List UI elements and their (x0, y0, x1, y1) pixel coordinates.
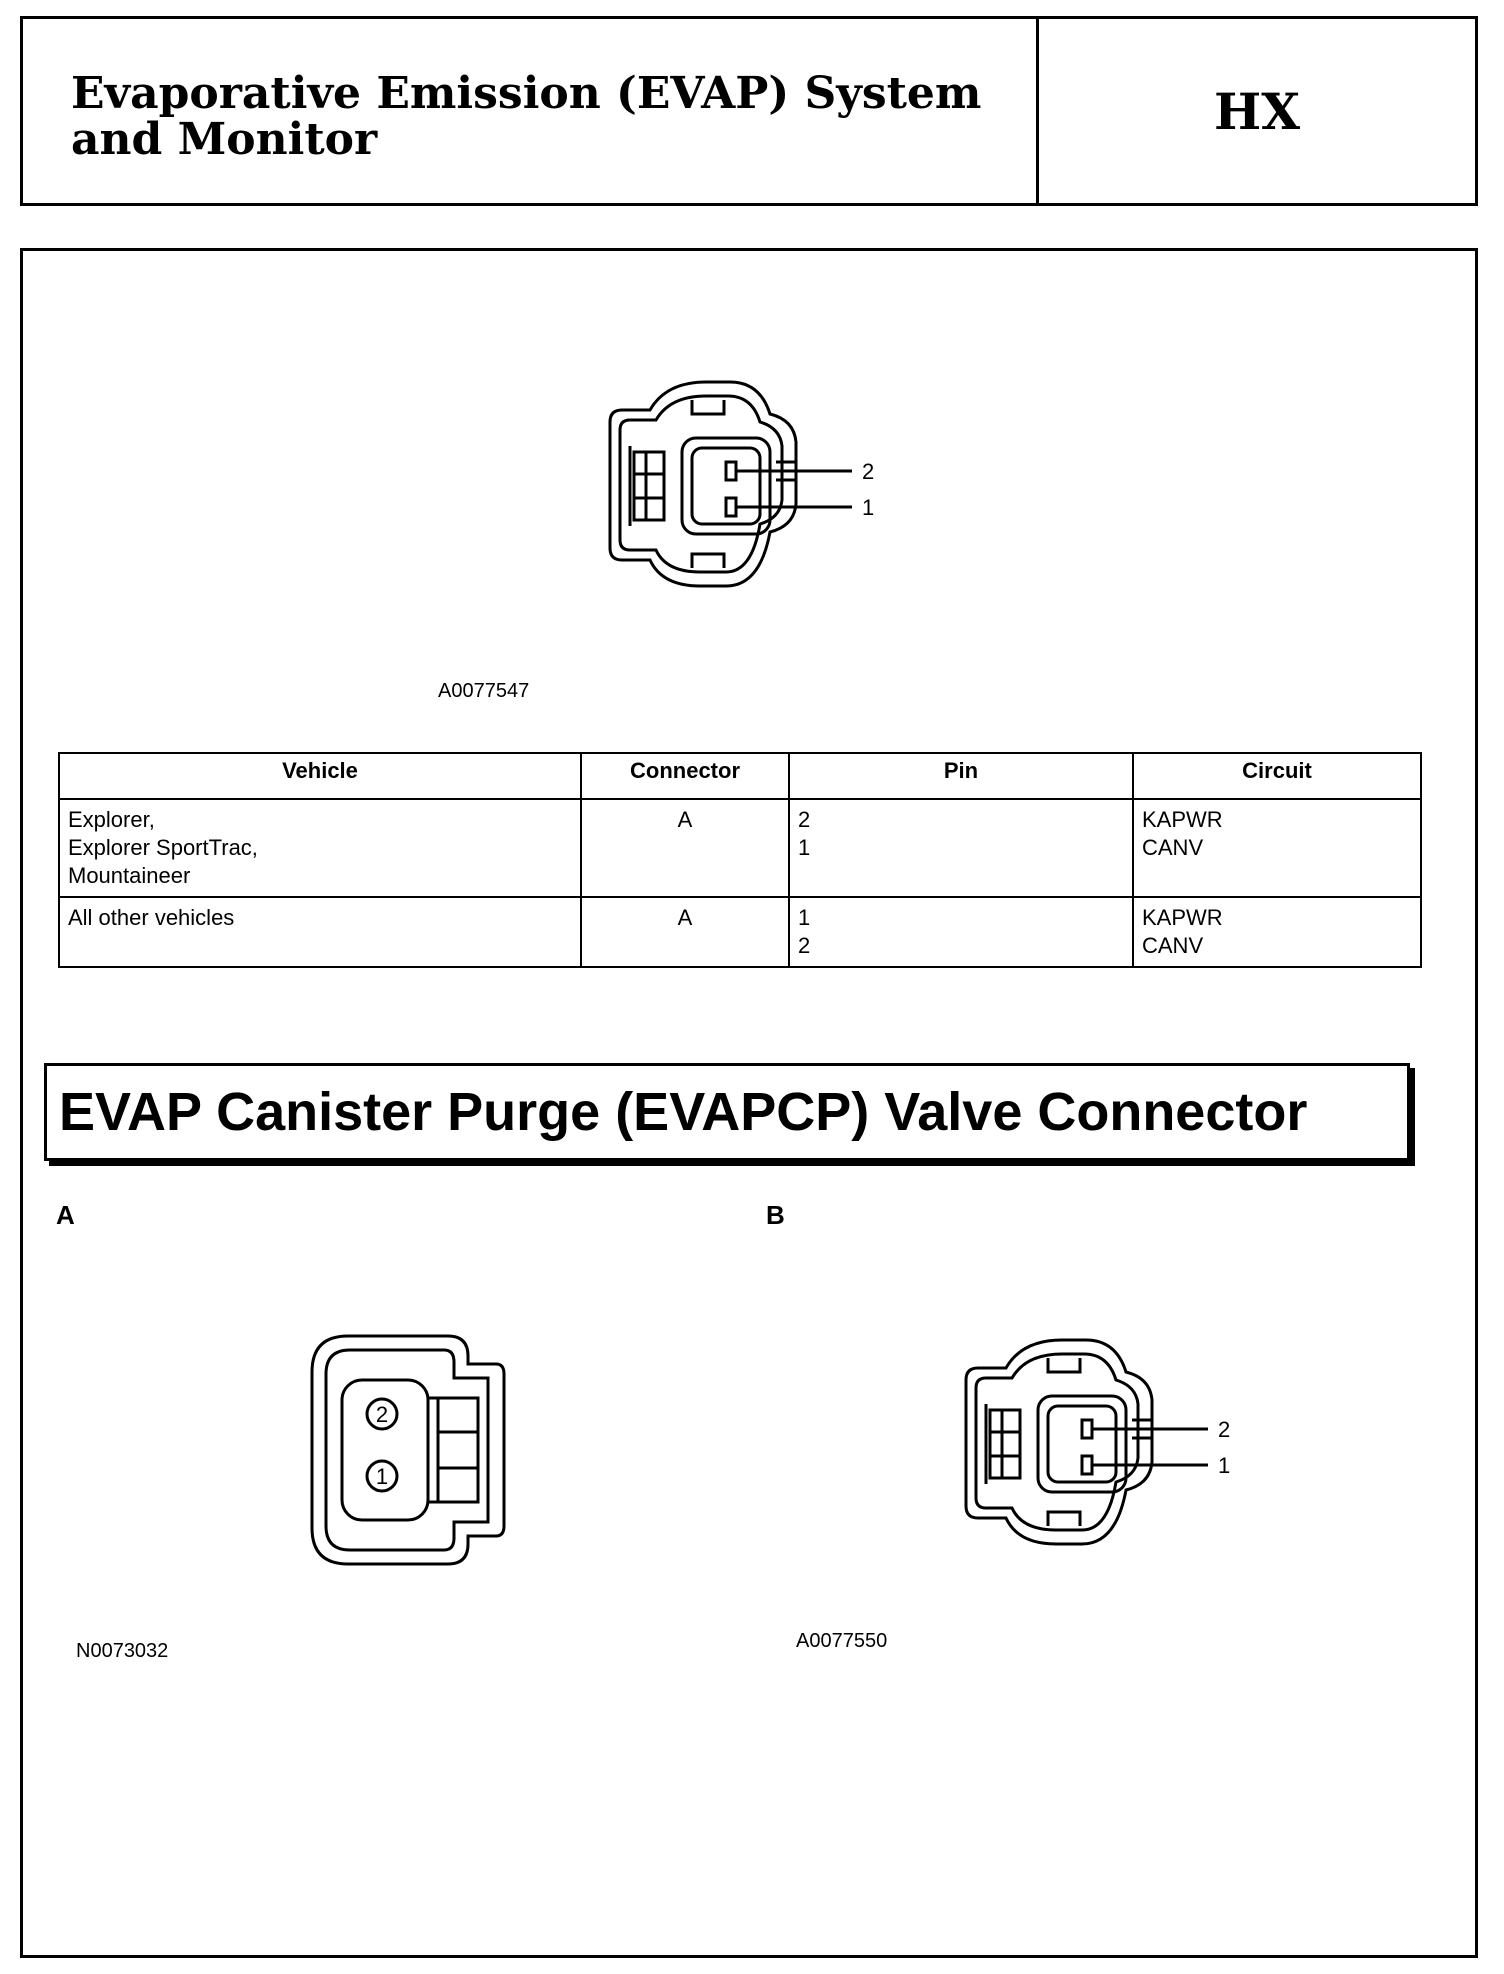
cell-pin: 2 1 (789, 799, 1133, 897)
table-row (59, 799, 1421, 897)
pin-label-2: 2 (1218, 1417, 1231, 1442)
view-b-connector-diagram (956, 1334, 1256, 1554)
header-vehicle: Vehicle (59, 753, 581, 799)
pinout-table (58, 752, 1422, 968)
header-connector: Connector (581, 753, 789, 799)
table-row (59, 897, 1421, 967)
cell-circuit: KAPWR CANV (1133, 799, 1421, 897)
pin-label-2: 2 (862, 459, 875, 484)
page-title: Evaporative Emission (EVAP) System and Monitor (23, 19, 1039, 203)
top-connector-diagram (600, 376, 900, 596)
view-a-connector-diagram (308, 1334, 508, 1566)
section-heading: EVAP Canister Purge (EVAPCP) Valve Connector (44, 1063, 1410, 1161)
section-code: HX (1213, 81, 1301, 141)
cell-connector: A (581, 897, 789, 967)
view-b-label: B (766, 1200, 785, 1230)
view-a-label: A (56, 1200, 75, 1230)
figure-id-view-b: A0077550 (796, 1630, 888, 1652)
pin-label-1: 1 (1218, 1453, 1231, 1478)
page-header (20, 16, 1478, 206)
cell-vehicle: Explorer, Explorer SportTrac, Mountaineer (59, 799, 581, 897)
cell-vehicle: All other vehicles (59, 897, 581, 967)
cell-pin: 1 2 (789, 897, 1133, 967)
figure-id-top: A0077547 (438, 680, 530, 702)
figure-id-view-a: N0073032 (76, 1640, 169, 1662)
pin-label-1: 1 (862, 495, 875, 520)
pin-label-2: 2 (375, 1402, 389, 1427)
header-pin: Pin (789, 753, 1133, 799)
cell-connector: A (581, 799, 789, 897)
cell-circuit: KAPWR CANV (1133, 897, 1421, 967)
header-circuit: Circuit (1133, 753, 1421, 799)
table-header-row (59, 753, 1421, 799)
pin-label-1: 1 (375, 1464, 389, 1489)
